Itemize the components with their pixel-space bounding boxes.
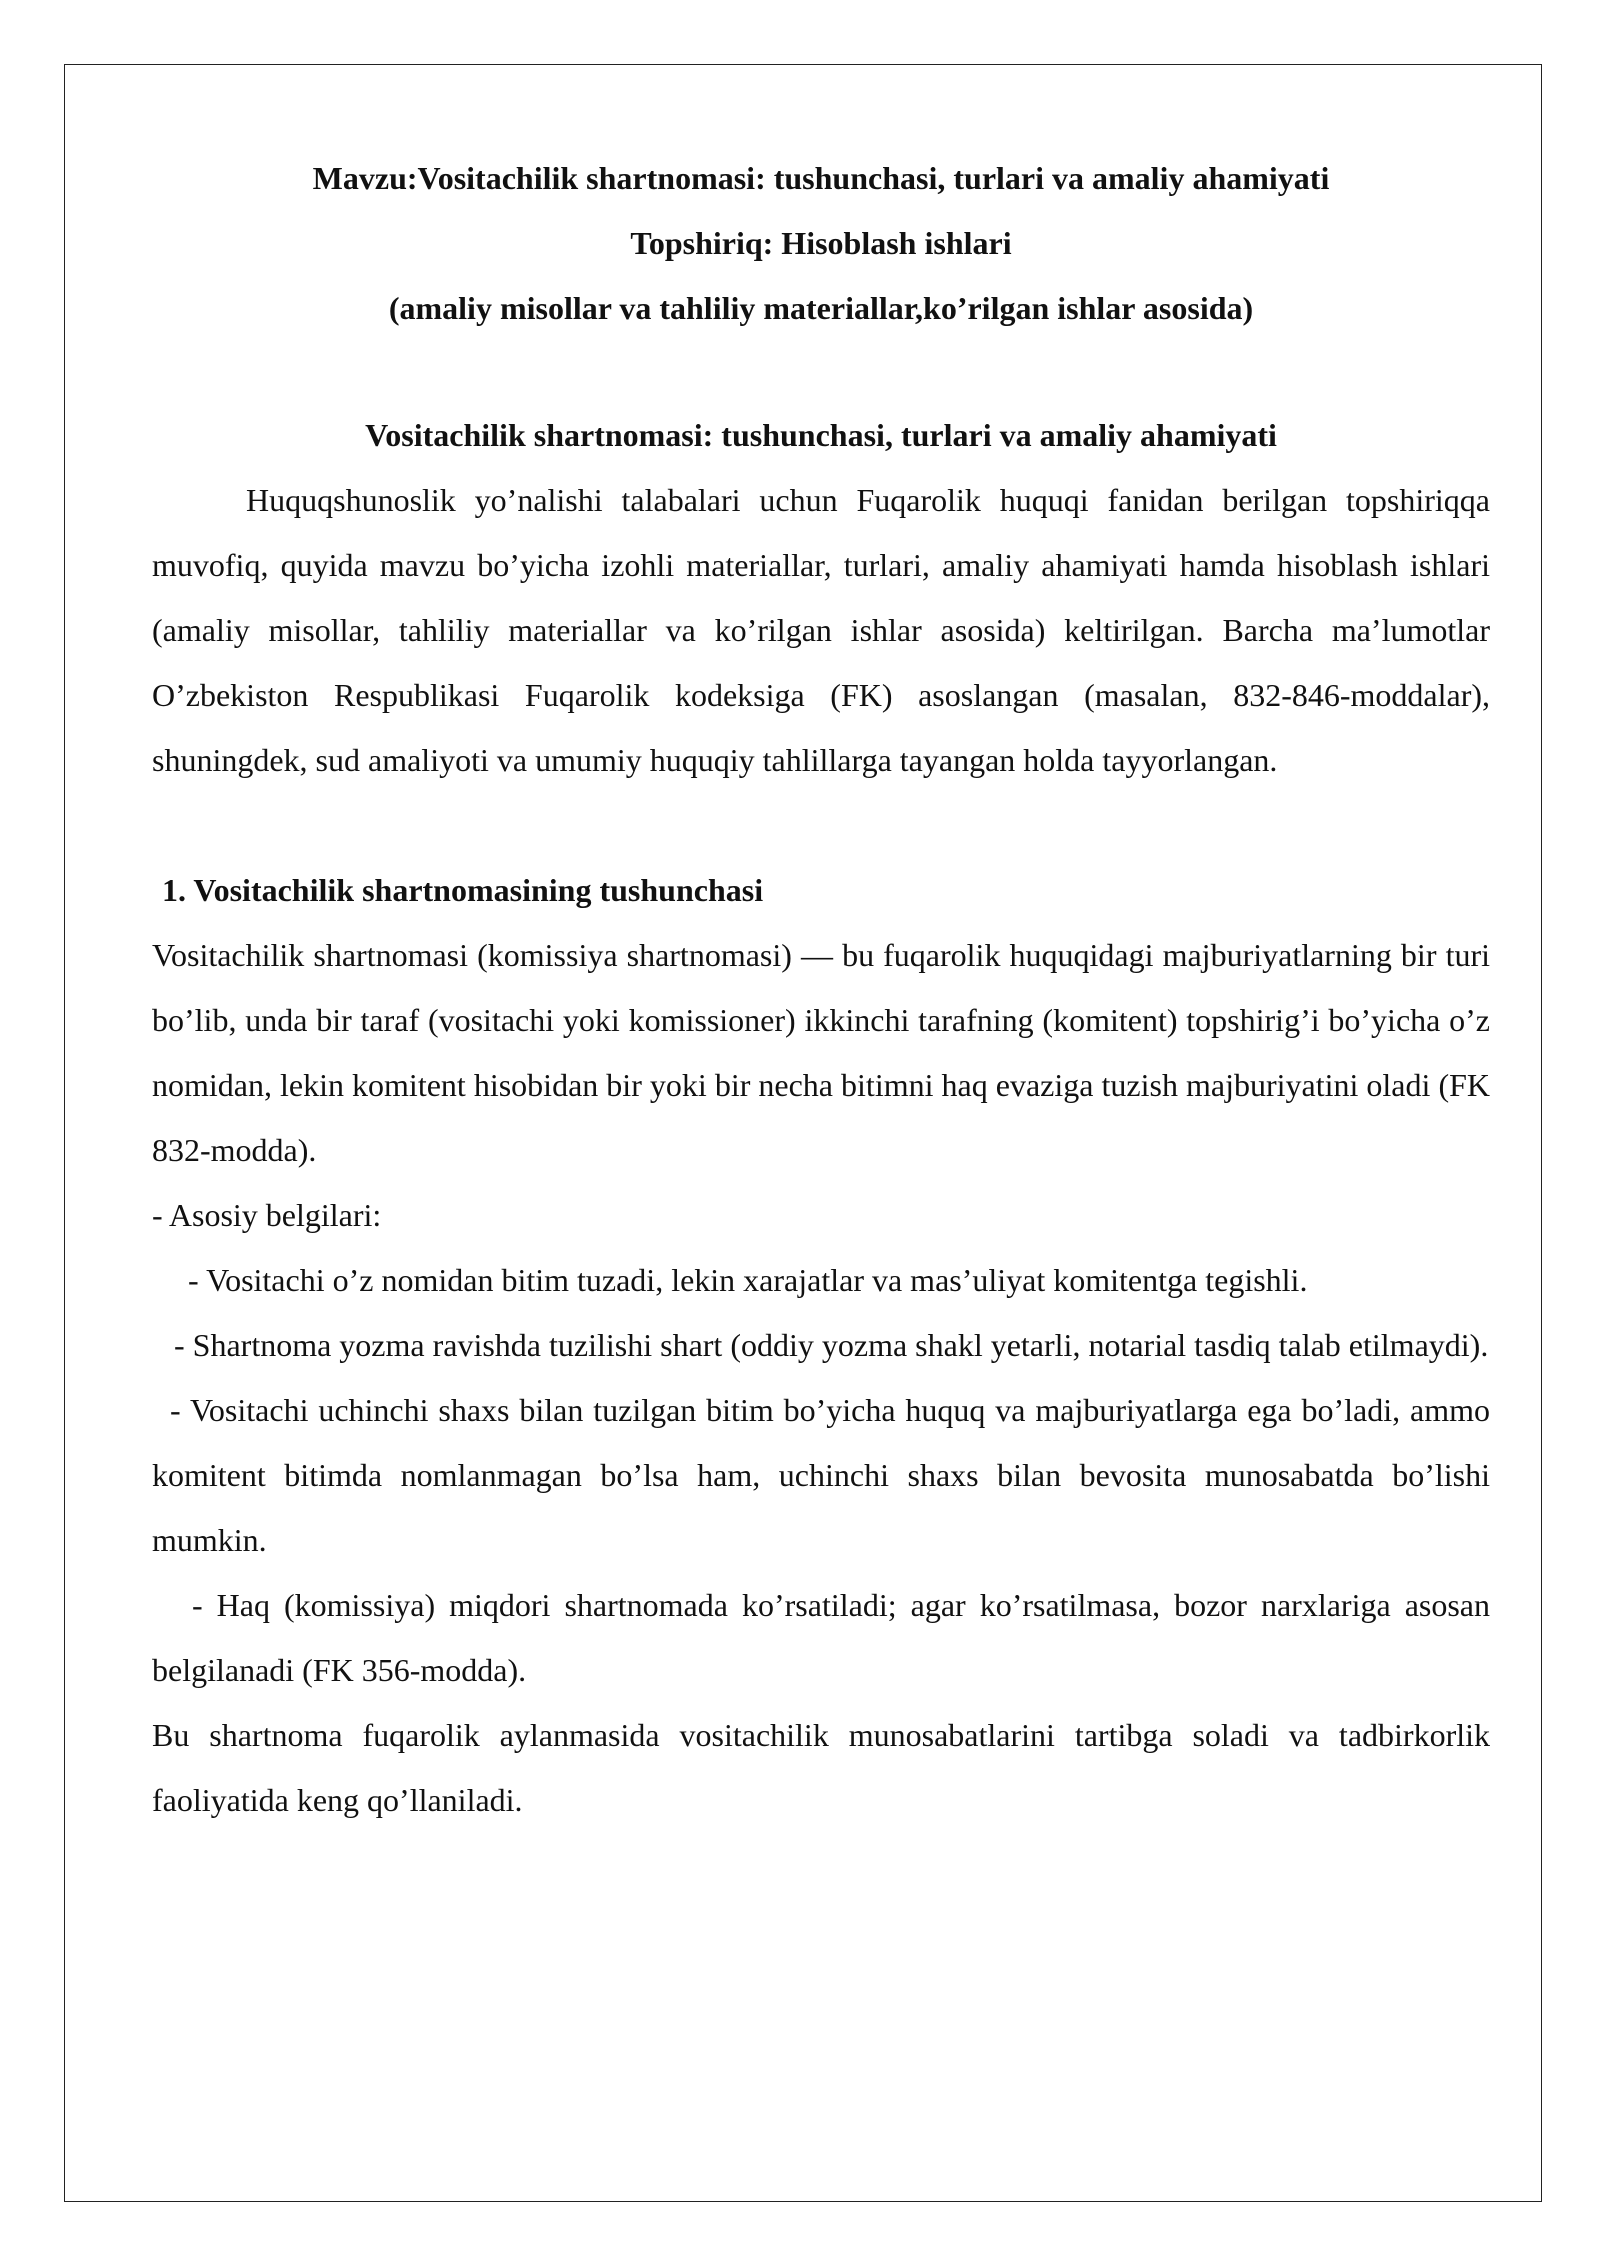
section-1-heading: 1. Vositachilik shartnomasining tushunchasi bbox=[162, 872, 764, 908]
conclusion-paragraph: Bu shartnoma fuqarolik aylanmasida vositachilik munosabatlarini tartibga soladi va tadbirkorlik faoliyatida keng qo’llaniladi. bbox=[152, 1717, 1490, 1818]
spacer bbox=[152, 341, 1490, 403]
feature-item: - Vositachi uchinchi shaxs bilan tuzilgan bitim bo’yicha huquq va majburiyatlarga ega bo’ladi, ammo komitent bitimda nomlanmagan bo’lsa ham, uchinchi shaxs bilan bevosita munosabatda bo’lishi mumkin. bbox=[152, 1392, 1490, 1558]
definition-paragraph: Vositachilik shartnomasi (komissiya shartnomasi) — bu fuqarolik huquqidagi majburiyatlarning bir turi bo’lib, unda bir taraf (vositachi yoki komissioner) ikkinchi tarafning (komitent) topshirig’i bo’yicha o’z nomidan, lekin komitent hisobidan bir yoki bir necha bitimni haq evaziga tuzish majburiyatini oladi (FK 832-modda). bbox=[152, 937, 1490, 1168]
feature-item: - Shartnoma yozma ravishda tuzilishi shart (oddiy yozma shakl yetarli, notarial tasdiq talab etilmaydi). bbox=[174, 1327, 1489, 1363]
spacer bbox=[152, 793, 1490, 858]
section-title: Vositachilik shartnomasi: tushunchasi, turlari va amaliy ahamiyati bbox=[365, 417, 1277, 453]
features-label: - Asosiy belgilari: bbox=[152, 1197, 382, 1233]
intro-paragraph: Huquqshunoslik yo’nalishi talabalari uchun Fuqarolik huquqi fanidan berilgan topshiriqqa muvofiq, quyida mavzu bo’yicha izohli materiallar, turlari, amaliy ahamiyati hamda hisoblash ishlari (amaliy misollar, tahliliy materiallar va ko’rilgan ishlar asosida) keltirilgan. Barcha ma’lumotlar O’zbekiston Respublikasi Fuqarolik kodeksiga (FK) asoslangan (masalan, 832-846-moddalar), shuningdek, sud amaliyoti va umumiy huquqiy tahlillarga tayangan holda tayyorlangan. bbox=[152, 482, 1490, 778]
basis-subtitle: (amaliy misollar va tahliliy materiallar,ko’rilgan ishlar asosida) bbox=[388, 290, 1254, 326]
document-body bbox=[152, 146, 1490, 1833]
feature-item: - Haq (komissiya) miqdori shartnomada ko’rsatiladi; agar ko’rsatilmasa, bozor narxlariga asosan belgilanadi (FK 356-modda). bbox=[152, 1587, 1490, 1688]
task-title: Topshiriq: Hisoblash ishlari bbox=[630, 225, 1012, 261]
feature-item: - Vositachi o’z nomidan bitim tuzadi, lekin xarajatlar va mas’uliyat komitentga tegishli. bbox=[188, 1262, 1308, 1298]
topic-title: Mavzu:Vositachilik shartnomasi: tushunchasi, turlari va amaliy ahamiyati bbox=[312, 160, 1330, 196]
